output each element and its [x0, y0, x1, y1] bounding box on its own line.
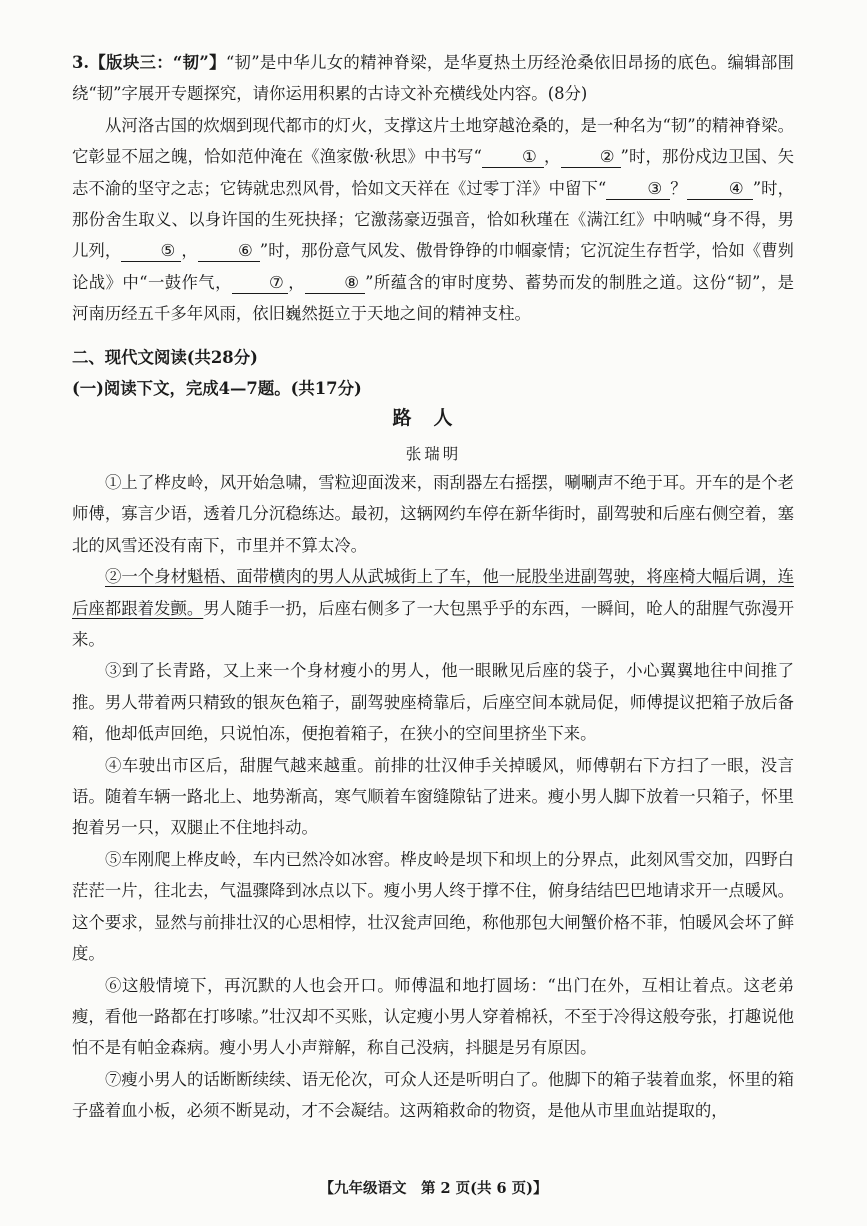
story-para-6: ⑥这般情境下，再沉默的人也会开口。师傅温和地打圆场：“出门在外，互相让着点。这老弟瘦，看他一路都在打哆嗦。”壮汉却不买账，认定瘦小男人穿着棉袄，不至于冷得这般夸张，打趣说他怕不是有帕金森病。瘦小男人小声辩解，称自己没病，抖腿是另有原因。: [72, 975, 794, 1058]
blank-3[interactable]: ③: [606, 179, 670, 200]
story-para-1: ①上了桦皮岭，风开始急啸，雪粒迎面泼来，雨刮器左右摇摆，唰唰声不绝于耳。开车的是个老师傅，寡言少语，透着几分沉稳练达。最初，这辆网约车停在新华街时，副驾驶和后座右侧空着，塞北的风雪还没有南下，市里并不算太冷。: [72, 473, 794, 555]
q3-intro-text: “韧”是中华儿女的精神脊梁，是华夏热土历经沧桑依旧昂扬的底色。编辑部围绕“韧”字展开专题探究，请你运用积累的古诗文补充横线处内容。(8分): [72, 53, 795, 104]
story-title: 路人: [392, 407, 475, 429]
blank-1[interactable]: ①: [482, 147, 544, 168]
q3-text-a: 从河洛古国的炊烟到现代都市的灯火，支撑这片土地穿越沧桑的，是一种名为“韧”的精神脊梁。它彰显不屈之魄，恰如范仲淹在《渔家傲·秋思》中书写“: [72, 115, 794, 167]
question-3: [72, 47, 794, 330]
section-heading: 二、现代文阅读(共28分): [72, 348, 258, 367]
story-para-2-rest: 男人随手一扔，后座右侧多了一大包黑乎乎的东西，一瞬间，呛人的甜腥气弥漫开来。: [72, 598, 795, 650]
q3-text-f: ，: [181, 241, 198, 261]
blank-7[interactable]: ⑦: [232, 273, 288, 294]
q3-text-c: ”时，那份戍边卫国、矢志不渝的坚守之志；它铸就忠烈风骨，恰如文天祥在《过零丁洋》中留下“: [72, 147, 795, 198]
blank-4[interactable]: ④: [687, 179, 753, 200]
story-body: [72, 467, 794, 1127]
q3-text-b: ，: [543, 147, 561, 167]
story-para-7: ⑦瘦小男人的话断断续续、语无伦次，可众人还是听明白了。他脚下的箱子装着血浆，怀里的箱子盛着血小板，必须不断晃动，才不会凝结。这两箱救命的物资，是他从市里血站提取的，: [72, 1069, 794, 1121]
q3-header: 3.【版块三：“韧”】: [72, 53, 226, 72]
story-para-4: ④车驶出市区后，甜腥气越来越重。前排的壮汉伸手关掉暖风，师傅朝右下方扫了一眼，没言语。随着车辆一路北上、地势渐高，寒气顺着车窗缝隙钻了进来。瘦小男人脚下放着一只箱子，怀里抱着另一只，双腿止不住地抖动。: [72, 755, 794, 838]
q3-text-d: ？: [670, 178, 687, 198]
q3-intro: [72, 47, 794, 110]
q3-text-e: ”时，那份舍生取义、以身许国的生死抉择；它激荡豪迈强音，恰如秋瑾在《满江红》中呐喊“身不得，男儿列，: [72, 178, 794, 261]
q3-text-i: ”所蕴含的审时度势、蓄势而发的制胜之道。这份“韧”，是河南历经五千多年风雨，依旧巍然挺立于天地之间的精神支柱。: [72, 272, 795, 324]
blank-6[interactable]: ⑥: [198, 241, 260, 262]
story-author: 张瑞明: [405, 445, 462, 463]
blank-5[interactable]: ⑤: [121, 241, 181, 262]
blank-8[interactable]: ⑧: [305, 273, 365, 294]
underlined-sentence: ②一个身材魁梧、面带横肉的男人从武城街上了车，他一屁股坐进副驾驶，将座椅大幅后调，连后座都跟着发颤。: [72, 567, 794, 618]
blank-2[interactable]: ②: [561, 147, 621, 168]
page-footer: 【九年级语文 第 2 页(共 6 页)】: [319, 1180, 548, 1197]
subsection-heading: (一)阅读下文，完成4—7题。(共17分): [72, 379, 362, 398]
q3-text-h: ，: [287, 272, 306, 292]
story-para-5: ⑤车刚爬上桦皮岭，车内已然冷如冰窖。桦皮岭是坝下和坝上的分界点，此刻风雪交加，四野白茫茫一片，往北去，气温骤降到冰点以下。瘦小男人终于撑不住，俯身结结巴巴地请求开一点暖风。这个要求，显然与前排壮汉的心思相悖，壮汉瓮声回绝，称他那包大闸蟹价格不菲，怕暖风会坏了鲜度。: [72, 849, 794, 964]
q3-text-g: ”时，那份意气风发、傲骨铮铮的巾帼豪情；它沉淀生存哲学，恰如《曹刿论战》中“一鼓作气，: [72, 241, 795, 292]
story-para-3: ③到了长青路，又上来一个身材瘦小的男人，他一眼瞅见后座的袋子，小心翼翼地往中间推了推。男人带着两只精致的银灰色箱子，副驾驶座椅靠后，后座空间本就局促，师傅提议把箱子放后备箱，他却低声回绝，只说怕冻，便抱着箱子，在狭小的空间里挤坐下来。: [72, 661, 794, 744]
story-para-2: [72, 561, 794, 655]
q3-passage: [72, 110, 794, 330]
